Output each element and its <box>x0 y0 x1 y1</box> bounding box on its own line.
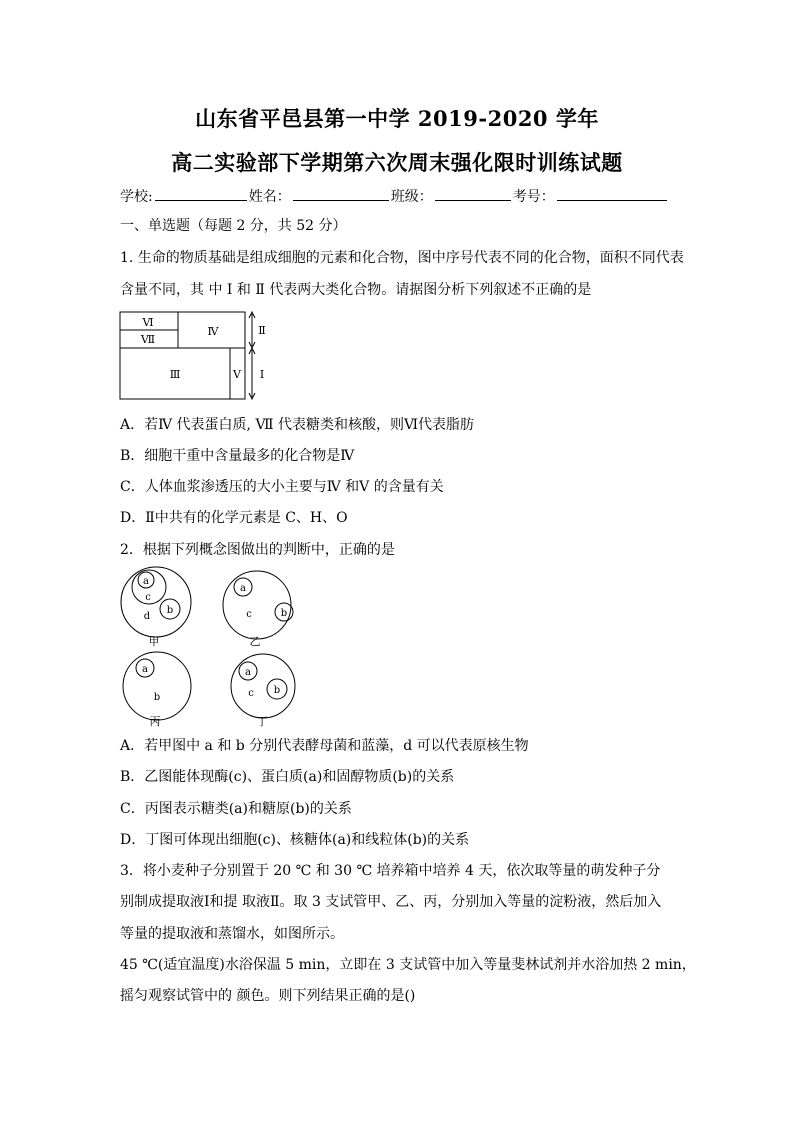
q3-stem-line5: 摇匀观察试管中的 颜色。则下列结果正确的是() <box>120 988 416 1004</box>
q1-option-d[interactable]: D．Ⅱ中共有的化学元素是 C、H、O <box>120 510 348 526</box>
q2-option-a[interactable]: A．若甲图中 a 和 b 分别代表酵母菌和蓝藻，d 可以代表原核生物 <box>120 738 529 754</box>
q1-option-b[interactable]: B．细胞干重中含量最多的化合物是Ⅳ <box>120 448 355 464</box>
q1-option-a[interactable]: A．若Ⅳ 代表蛋白质, Ⅶ 代表糖类和核酸，则Ⅵ代表脂肪 <box>120 417 475 433</box>
ding-label-a: a <box>245 667 251 678</box>
bing-label-b: b <box>153 692 161 703</box>
box-i <box>120 348 245 399</box>
q3-stem-line3: 等量的提取液和蒸馏水，如图所示。 <box>120 926 344 942</box>
compound-area-diagram <box>118 310 278 402</box>
yi-circle-c <box>223 571 291 639</box>
yi-label-c: c <box>246 609 252 620</box>
jia-caption: 甲 <box>148 635 160 648</box>
q2-option-c[interactable]: C．丙图表示糖类(a)和糖原(b)的关系 <box>120 801 352 817</box>
jia-label-a: a <box>143 576 149 587</box>
section-heading: 一、单选题（每题 2 分，共 52 分） <box>120 218 347 234</box>
student-info-line <box>120 186 680 207</box>
exam-title-line2: 高二实验部下学期第六次周末强化限时训练试题 <box>171 150 623 175</box>
label-ii: Ⅱ <box>258 324 266 337</box>
exam-title-line1: 山东省平邑县第一中学 2019-2020 学年 <box>195 106 599 131</box>
ding-label-c: c <box>248 688 254 699</box>
jia-label-c: c <box>145 592 151 603</box>
name-field[interactable] <box>293 186 389 201</box>
q1-stem-line1: 1. 生命的物质基础是组成细胞的元素和化合物，图中序号代表不同的化合物，面积不同代表 <box>120 250 684 266</box>
label-i: Ⅰ <box>259 368 265 381</box>
name-label: 姓名： <box>248 189 291 205</box>
class-field[interactable] <box>435 186 511 201</box>
ding-label-b: b <box>273 685 281 696</box>
q3-stem-line1: 3．将小麦种子分别置于 20 ℃ 和 30 ℃ 培养箱中培养 4 天，依次取等量的萌发种子分 <box>120 863 661 879</box>
q2-option-d[interactable]: D．丁图可体现出细胞(c)、核糖体(a)和线粒体(b)的关系 <box>120 832 470 848</box>
yi-caption: 乙 <box>249 635 261 648</box>
jia-label-d: d <box>143 611 151 622</box>
label-v: Ⅴ <box>233 368 241 381</box>
class-label: 班级： <box>390 189 433 205</box>
number-field[interactable] <box>557 186 667 201</box>
bing-label-a: a <box>142 664 148 675</box>
q2-stem: 2．根据下列概念图做出的判断中，正确的是 <box>120 542 395 558</box>
bing-circle-b <box>123 652 191 720</box>
q3-stem-line4: 45 ℃(适宜温度)水浴保温 5 min，立即在 3 支试管中加入等量斐林试剂并水浴加热 2 min， <box>120 957 696 973</box>
q1-stem-line2: 含量不同，其 中 Ⅰ 和 Ⅱ 代表两大类化合物。请据图分析下列叙述不正确的是 <box>120 282 592 298</box>
bing-caption: 丙 <box>149 715 161 727</box>
label-vi: Ⅵ <box>142 316 154 329</box>
school-label: 学校: <box>120 189 153 205</box>
concept-diagrams <box>115 565 305 727</box>
ding-caption: 丁 <box>256 715 268 727</box>
ding-circle-c <box>231 654 295 718</box>
number-label: 考号： <box>512 189 555 205</box>
q3-stem-line2: 别制成提取液Ⅰ和提 取液Ⅱ。取 3 支试管甲、乙、丙，分别加入等量的淀粉液，然后加入 <box>120 894 662 910</box>
yi-label-a: a <box>240 583 246 594</box>
q2-option-b[interactable]: B．乙图能体现酶(c)、蛋白质(a)和固醇物质(b)的关系 <box>120 769 455 785</box>
jia-label-b: b <box>166 605 174 616</box>
q1-option-c[interactable]: C．人体血浆渗透压的大小主要与Ⅳ 和Ⅴ 的含量有关 <box>120 479 444 495</box>
label-vii: Ⅶ <box>140 333 156 346</box>
school-field[interactable] <box>155 186 247 201</box>
label-iv: Ⅳ <box>207 325 219 338</box>
label-iii: Ⅲ <box>169 368 181 381</box>
yi-label-b: b <box>280 608 288 619</box>
